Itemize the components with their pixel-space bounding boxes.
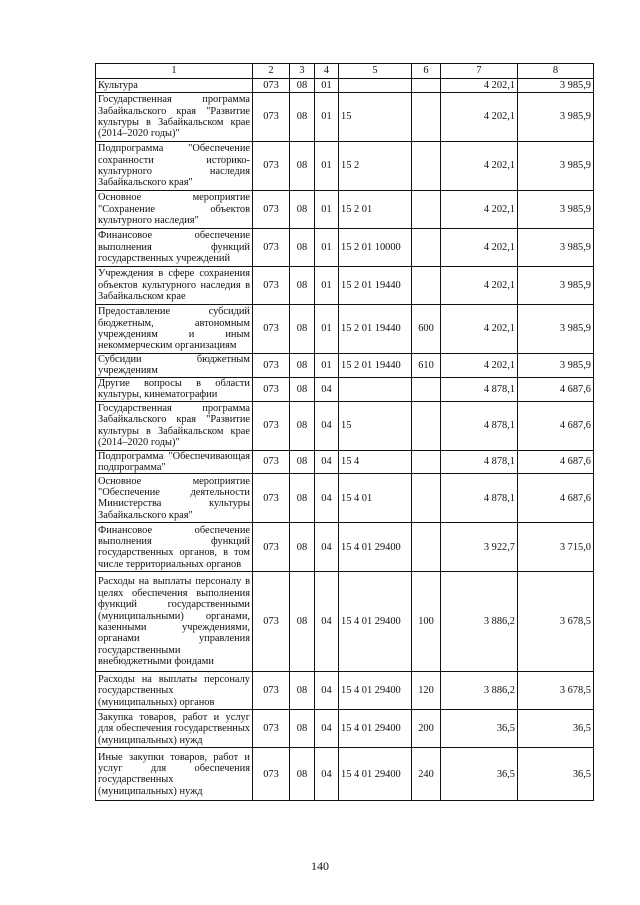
row-subsection-code: 04 [315, 377, 339, 401]
row-amount-col7: 4 202,1 [441, 267, 518, 305]
row-expense-type: 240 [412, 748, 441, 801]
column-header-6: 6 [412, 64, 441, 79]
row-expense-type [412, 191, 441, 229]
row-section-code: 08 [290, 354, 315, 378]
row-subsection-code: 04 [315, 672, 339, 710]
row-expense-type: 610 [412, 354, 441, 378]
row-chapter-code: 073 [253, 305, 290, 354]
column-header-2: 2 [253, 64, 290, 79]
row-target-article [339, 79, 412, 93]
row-expense-type [412, 523, 441, 572]
row-chapter-code: 073 [253, 474, 290, 523]
row-amount-col7: 4 202,1 [441, 191, 518, 229]
table-row [96, 93, 594, 142]
row-subsection-code: 04 [315, 523, 339, 572]
row-expense-type [412, 142, 441, 191]
row-amount-col8: 3 678,5 [518, 672, 594, 710]
row-section-code: 08 [290, 523, 315, 572]
row-amount-col8: 3 985,9 [518, 79, 594, 93]
row-target-article: 15 2 01 10000 [339, 229, 412, 267]
row-section-code: 08 [290, 672, 315, 710]
row-chapter-code: 073 [253, 710, 290, 748]
table-row [96, 305, 594, 354]
table-row [96, 748, 594, 801]
row-chapter-code: 073 [253, 229, 290, 267]
table-row [96, 672, 594, 710]
row-amount-col8: 4 687,6 [518, 474, 594, 523]
row-amount-col7: 3 886,2 [441, 672, 518, 710]
row-chapter-code: 073 [253, 191, 290, 229]
row-subsection-code: 01 [315, 142, 339, 191]
row-amount-col8: 3 985,9 [518, 354, 594, 378]
row-expense-type: 100 [412, 572, 441, 672]
row-amount-col8: 3 985,9 [518, 142, 594, 191]
row-name: Расходы на выплаты персоналу в целях обеспечения выполнения функций государственными (муниципальными) органами, казенными учреждениями, органами управления государственными внебюджетными фондами [96, 572, 253, 672]
row-section-code: 08 [290, 748, 315, 801]
column-header-3: 3 [290, 64, 315, 79]
row-amount-col7: 36,5 [441, 710, 518, 748]
row-amount-col7: 4 202,1 [441, 229, 518, 267]
row-subsection-code: 01 [315, 267, 339, 305]
row-expense-type [412, 93, 441, 142]
row-name: Государственная программа Забайкальского края "Развитие культуры в Забайкальском крае (2014–2020 годы)" [96, 401, 253, 450]
row-amount-col8: 3 985,9 [518, 93, 594, 142]
row-expense-type [412, 401, 441, 450]
table-row [96, 710, 594, 748]
row-name: Предоставление субсидий бюджетным, автономным учреждениям и иным некоммерческим организациям [96, 305, 253, 354]
table-row [96, 354, 594, 378]
row-amount-col7: 4 878,1 [441, 474, 518, 523]
column-header-8: 8 [518, 64, 594, 79]
row-name: Подпрограмма "Обеспечение сохранности историко-культурного наследия Забайкальского края" [96, 142, 253, 191]
table-row [96, 401, 594, 450]
row-target-article: 15 [339, 93, 412, 142]
row-subsection-code: 01 [315, 93, 339, 142]
row-amount-col8: 3 985,9 [518, 305, 594, 354]
column-header-7: 7 [441, 64, 518, 79]
row-subsection-code: 04 [315, 450, 339, 474]
row-amount-col8: 4 687,6 [518, 377, 594, 401]
row-chapter-code: 073 [253, 267, 290, 305]
row-chapter-code: 073 [253, 79, 290, 93]
row-name: Учреждения в сфере сохранения объектов культурного наследия в Забайкальском крае [96, 267, 253, 305]
row-amount-col7: 4 202,1 [441, 93, 518, 142]
row-subsection-code: 01 [315, 229, 339, 267]
row-expense-type [412, 377, 441, 401]
row-amount-col7: 4 202,1 [441, 142, 518, 191]
row-amount-col8: 36,5 [518, 748, 594, 801]
row-amount-col7: 4 202,1 [441, 305, 518, 354]
row-amount-col8: 4 687,6 [518, 401, 594, 450]
row-amount-col8: 3 985,9 [518, 267, 594, 305]
row-section-code: 08 [290, 267, 315, 305]
row-name: Другие вопросы в области культуры, кинематографии [96, 377, 253, 401]
row-target-article: 15 2 01 19440 [339, 305, 412, 354]
row-target-article: 15 2 01 19440 [339, 267, 412, 305]
row-name: Основное мероприятие "Обеспечение деятельности Министерства культуры Забайкальского края" [96, 474, 253, 523]
table-row [96, 191, 594, 229]
row-amount-col7: 4 202,1 [441, 79, 518, 93]
row-name: Государственная программа Забайкальского края "Развитие культуры в Забайкальском крае (2014–2020 годы)" [96, 93, 253, 142]
row-section-code: 08 [290, 191, 315, 229]
row-subsection-code: 04 [315, 572, 339, 672]
table-row [96, 79, 594, 93]
row-amount-col7: 3 886,2 [441, 572, 518, 672]
table-body [96, 79, 594, 801]
row-subsection-code: 04 [315, 710, 339, 748]
row-target-article [339, 377, 412, 401]
row-section-code: 08 [290, 229, 315, 267]
row-chapter-code: 073 [253, 672, 290, 710]
column-header-5: 5 [339, 64, 412, 79]
row-subsection-code: 01 [315, 191, 339, 229]
row-expense-type [412, 450, 441, 474]
row-target-article: 15 [339, 401, 412, 450]
row-subsection-code: 04 [315, 474, 339, 523]
row-chapter-code: 073 [253, 523, 290, 572]
table-row [96, 523, 594, 572]
row-name: Финансовое обеспечение выполнения функций государственных органов, в том числе территориальных органов [96, 523, 253, 572]
row-chapter-code: 073 [253, 142, 290, 191]
row-amount-col7: 36,5 [441, 748, 518, 801]
table-row [96, 377, 594, 401]
row-amount-col8: 3 678,5 [518, 572, 594, 672]
row-name: Основное мероприятие "Сохранение объектов культурного наследия" [96, 191, 253, 229]
table-row [96, 229, 594, 267]
column-header-4: 4 [315, 64, 339, 79]
row-name: Подпрограмма "Обеспечивающая подпрограмма" [96, 450, 253, 474]
row-chapter-code: 073 [253, 748, 290, 801]
row-amount-col7: 4 878,1 [441, 401, 518, 450]
row-subsection-code: 01 [315, 305, 339, 354]
row-subsection-code: 01 [315, 79, 339, 93]
table-row [96, 572, 594, 672]
table-row [96, 142, 594, 191]
row-amount-col8: 3 985,9 [518, 191, 594, 229]
row-chapter-code: 073 [253, 93, 290, 142]
row-chapter-code: 073 [253, 572, 290, 672]
table-row [96, 474, 594, 523]
row-section-code: 08 [290, 79, 315, 93]
row-subsection-code: 04 [315, 401, 339, 450]
row-name: Иные закупки товаров, работ и услуг для обеспечения государственных (муниципальных) нужд [96, 748, 253, 801]
column-header-1: 1 [96, 64, 253, 79]
row-chapter-code: 073 [253, 450, 290, 474]
row-amount-col7: 4 878,1 [441, 377, 518, 401]
row-amount-col7: 4 202,1 [441, 354, 518, 378]
row-section-code: 08 [290, 474, 315, 523]
row-name: Закупка товаров, работ и услуг для обеспечения государственных (муниципальных) нужд [96, 710, 253, 748]
row-section-code: 08 [290, 710, 315, 748]
row-name: Субсидии бюджетным учреждениям [96, 354, 253, 378]
row-amount-col7: 3 922,7 [441, 523, 518, 572]
row-expense-type [412, 474, 441, 523]
row-target-article: 15 4 01 29400 [339, 523, 412, 572]
row-target-article: 15 2 [339, 142, 412, 191]
row-amount-col7: 4 878,1 [441, 450, 518, 474]
row-name: Культура [96, 79, 253, 93]
row-amount-col8: 36,5 [518, 710, 594, 748]
row-section-code: 08 [290, 305, 315, 354]
row-name: Финансовое обеспечение выполнения функций государственных учреждений [96, 229, 253, 267]
row-expense-type: 600 [412, 305, 441, 354]
row-chapter-code: 073 [253, 377, 290, 401]
table-row [96, 267, 594, 305]
budget-table [95, 63, 594, 801]
row-target-article: 15 4 01 29400 [339, 748, 412, 801]
row-target-article: 15 4 01 29400 [339, 572, 412, 672]
row-amount-col8: 4 687,6 [518, 450, 594, 474]
table-header-row [96, 64, 594, 79]
row-expense-type [412, 229, 441, 267]
row-section-code: 08 [290, 377, 315, 401]
row-expense-type [412, 267, 441, 305]
row-section-code: 08 [290, 142, 315, 191]
row-target-article: 15 4 01 29400 [339, 672, 412, 710]
row-amount-col8: 3 985,9 [518, 229, 594, 267]
row-target-article: 15 2 01 19440 [339, 354, 412, 378]
row-section-code: 08 [290, 401, 315, 450]
row-target-article: 15 2 01 [339, 191, 412, 229]
row-target-article: 15 4 01 29400 [339, 710, 412, 748]
row-expense-type: 200 [412, 710, 441, 748]
row-expense-type: 120 [412, 672, 441, 710]
page-number: 140 [311, 859, 329, 873]
row-section-code: 08 [290, 572, 315, 672]
row-chapter-code: 073 [253, 354, 290, 378]
row-subsection-code: 01 [315, 354, 339, 378]
row-amount-col8: 3 715,0 [518, 523, 594, 572]
row-target-article: 15 4 [339, 450, 412, 474]
row-name: Расходы на выплаты персоналу государственных (муниципальных) органов [96, 672, 253, 710]
row-subsection-code: 04 [315, 748, 339, 801]
row-section-code: 08 [290, 93, 315, 142]
row-chapter-code: 073 [253, 401, 290, 450]
table-row [96, 450, 594, 474]
row-target-article: 15 4 01 [339, 474, 412, 523]
row-section-code: 08 [290, 450, 315, 474]
row-expense-type [412, 79, 441, 93]
